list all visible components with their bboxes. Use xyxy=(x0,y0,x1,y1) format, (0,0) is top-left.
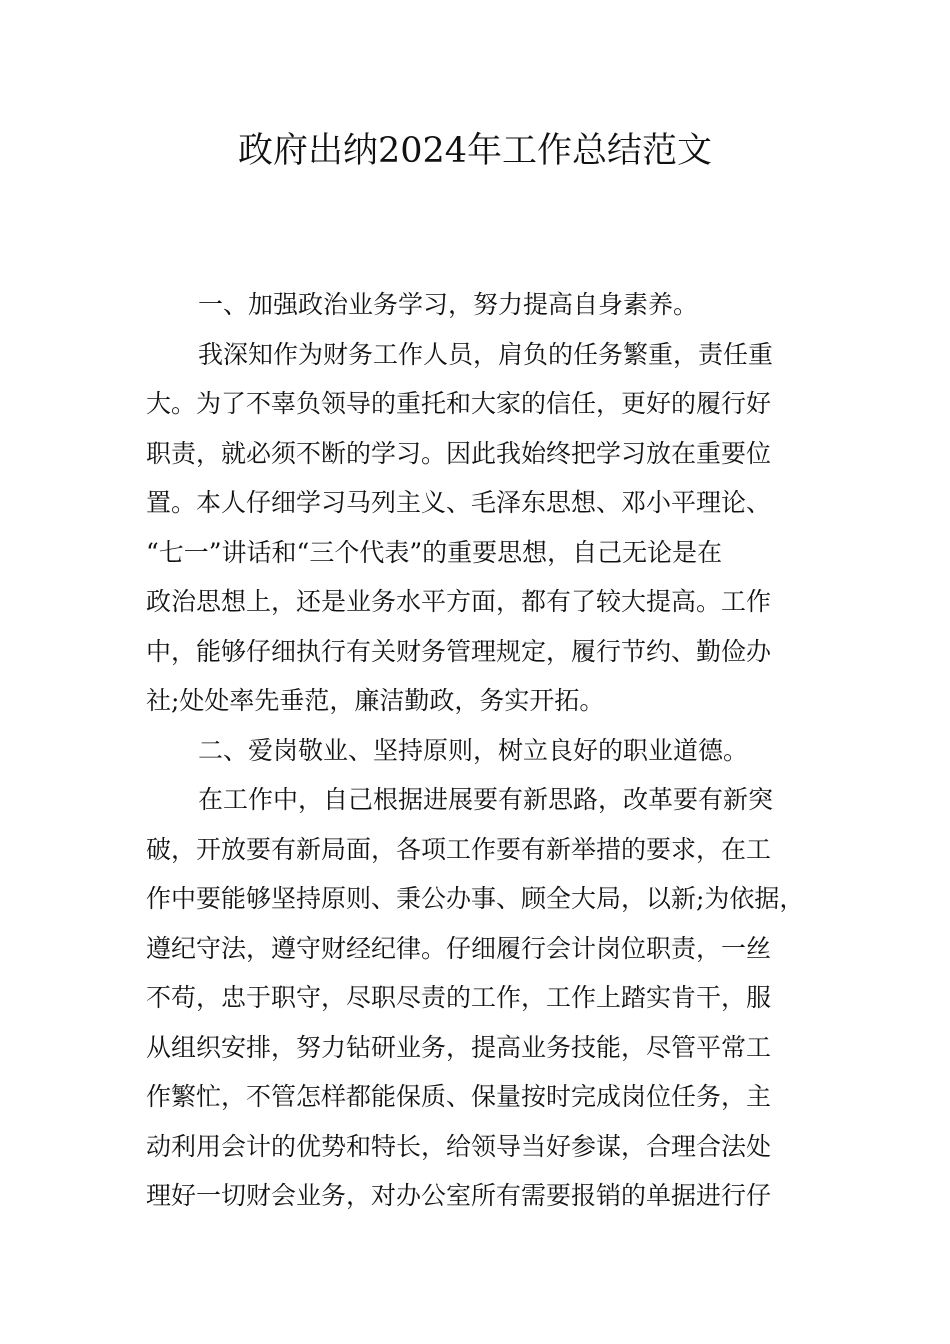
paragraph-line: 我深知作为财务工作人员，肩负的任务繁重，责任重 xyxy=(198,339,774,369)
paragraph-line: 遵纪守法，遵守财经纪律。仔细履行会计岗位职责，一丝 xyxy=(146,933,772,963)
section-heading-1: 一、加强政治业务学习，努力提高自身素养。 xyxy=(198,290,699,319)
paragraph-line: 职责，就必须不断的学习。因此我始终把学习放在重要位 xyxy=(146,438,772,468)
paragraph-line: 作繁忙，不管怎样都能保质、保量按时完成岗位任务，主 xyxy=(146,1082,772,1111)
paragraph-line: 大。为了不辜负领导的重托和大家的信任，更好的履行好 xyxy=(146,389,772,418)
paragraph-line: 中，能够仔细执行有关财务管理规定，履行节约、勤俭办 xyxy=(146,636,772,666)
document-body xyxy=(146,280,826,1221)
paragraph-line: 置。本人仔细学习马列主义、毛泽东思想、邓小平理论、 xyxy=(146,488,772,517)
paragraph-line: “七一”讲话和“三个代表”的重要思想，自己无论是在 xyxy=(146,537,723,567)
paragraph-line: 破，开放要有新局面，各项工作要有新举措的要求，在工 xyxy=(146,834,772,864)
paragraph-line: 不苟，忠于职守，尽职尽责的工作，工作上踏实肯干，服 xyxy=(146,983,772,1012)
paragraph-line: 从组织安排，努力钻研业务，提高业务技能，尽管平常工 xyxy=(146,1032,772,1062)
document-title: 政府出纳2024年工作总结范文 xyxy=(237,131,713,171)
paragraph-line: 动利用会计的优势和特长，给领导当好参谋，合理合法处 xyxy=(146,1131,772,1161)
section-heading-2: 二、爱岗敬业、坚持原则，树立良好的职业道德。 xyxy=(198,735,749,765)
paragraph-line: 政治思想上，还是业务水平方面，都有了较大提高。工作 xyxy=(146,587,772,616)
paragraph-line: 社;处处率先垂范，廉洁勤政，务实开拓。 xyxy=(146,686,605,715)
paragraph-line: 在工作中，自己根据进展要有新思路，改革要有新突 xyxy=(198,785,774,814)
paragraph-line: 作中要能够坚持原则、秉公办事、顾全大局，以新;为依据， xyxy=(146,884,805,913)
paragraph-line: 理好一切财会业务，对办公室所有需要报销的单据进行仔 xyxy=(146,1181,772,1210)
